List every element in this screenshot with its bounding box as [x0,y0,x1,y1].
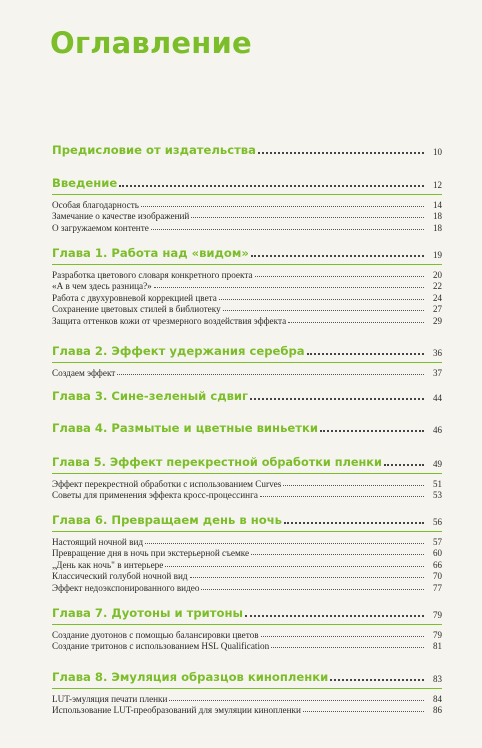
entry-title: Создаем эффект [52,367,116,378]
entry-page-number: 86 [433,705,442,715]
dot-leader [223,309,424,311]
entry-title: Настоящий ночной вид [52,536,144,547]
dot-leader [250,397,424,400]
entry-title: Работа с двухуровневой коррекцией цвета [52,292,217,303]
section-divider [52,362,442,363]
entry-title: Эффект недоэкспонированного видео [52,582,200,593]
chapter-page-number: 79 [433,610,442,620]
chapter-page-number: 44 [433,393,442,403]
dot-leader [255,275,424,277]
toc-entry[interactable] [52,628,442,640]
toc-entry[interactable] [52,280,442,292]
toc-entry[interactable] [52,692,442,704]
chapter-title: Глава 8. Эмуляция образцов кинопленки [52,670,329,684]
toc-section-chapter-1 [52,242,442,326]
chapter-title: Глава 6. Превращаем день в ночь [52,513,282,527]
toc-entry[interactable] [52,547,442,559]
entry-page-number: 27 [433,304,442,314]
toc-section-chapter-8 [52,666,442,715]
entry-title: Сохранение цветовых стилей в библиотеку [52,304,221,314]
dot-leader [191,216,424,218]
page-title: Оглавление [50,26,252,60]
dot-leader [271,646,424,648]
entry-page-number: 60 [433,548,442,558]
entry-page-number: 18 [433,222,442,233]
toc-entry[interactable] [52,640,442,652]
dot-leader [261,635,424,637]
chapter-heading[interactable] [52,451,442,469]
dot-leader [260,495,424,497]
dot-leader [151,228,424,230]
entry-title: LUT-эмуляция печати пленки [52,693,168,704]
entry-title: «А в чем здесь разница?» [52,281,152,291]
toc-entry[interactable] [52,366,442,378]
dot-leader [251,254,424,257]
chapter-title: Глава 2. Эффект удержания серебра [52,344,305,358]
entry-title: Превращение дня в ночь при экстерьерной съемке [52,548,250,558]
toc-section-chapter-6 [52,509,442,593]
chapter-title: Глава 4. Размытые и цветные виньетки [52,421,318,435]
chapter-heading[interactable] [52,385,442,403]
dot-leader [219,298,424,300]
chapter-heading[interactable] [52,602,442,620]
entry-page-number: 51 [433,478,442,489]
toc-entry[interactable] [52,198,442,210]
section-divider [52,531,442,532]
toc-entry[interactable] [52,581,442,593]
dot-leader [384,463,424,466]
section-divider [52,688,442,689]
chapter-page-number: 56 [433,517,442,527]
entry-title: Использование LUT-преобразований для эмуляции кинопленки [52,705,301,715]
chapter-page-number: 10 [433,147,442,157]
chapter-heading[interactable] [52,509,442,527]
dot-leader [251,553,424,555]
entry-title: Классический голубой ночной вид [52,571,188,581]
chapter-title: Глава 5. Эффект перекрестной обработки пленки [52,456,382,469]
dot-leader [190,576,424,578]
chapter-page-number: 36 [433,348,442,358]
toc-section-introduction [52,172,442,233]
toc-entry[interactable] [52,570,442,582]
entry-page-number: 22 [433,281,442,291]
dot-leader [117,373,424,375]
entry-page-number: 37 [433,367,442,378]
dot-leader [201,588,424,590]
entry-page-number: 18 [433,211,442,221]
entry-page-number: 81 [433,641,442,651]
entry-page-number: 53 [433,490,442,500]
section-divider [52,194,442,195]
toc-entry[interactable] [52,558,442,570]
chapter-title: Глава 3. Сине-зеленый сдвиг [52,389,249,403]
chapter-title: Глава 1. Работа над «видом» [52,246,249,260]
chapter-page-number: 46 [433,425,442,435]
dot-leader [245,614,424,617]
chapter-title: Предисловие от издательства [52,143,256,157]
dot-leader [145,542,424,544]
toc-entry[interactable] [52,314,442,326]
chapter-heading[interactable] [52,139,442,157]
toc-entry[interactable] [52,210,442,222]
entry-title: Разработка цветового словаря конкретного проекта [52,269,253,280]
toc-entry[interactable] [52,268,442,280]
dot-leader [307,352,424,355]
toc-entry[interactable] [52,477,442,489]
section-divider [52,624,442,625]
section-divider [52,473,442,474]
chapter-heading[interactable] [52,417,442,435]
entry-page-number: 84 [433,693,442,704]
chapter-page-number: 12 [433,180,442,190]
toc-section-chapter-3 [52,385,442,407]
chapter-page-number: 19 [433,250,442,260]
entry-title: Создание дуотонов с помощью балансировки цветов [52,629,259,640]
dot-leader [165,565,424,567]
entry-title: О загружаемом контенте [52,222,149,233]
dot-leader [258,151,424,154]
chapter-page-number: 83 [433,674,442,684]
entry-title: „День как ночь" в интерьере [52,559,164,570]
chapter-title: Глава 7. Дуотоны и тритоны [52,606,243,620]
entry-title: Защита оттенков кожи от чрезмерного воздействия эффекта [52,315,287,326]
toc-entry[interactable] [52,221,442,233]
toc-section-chapter-7 [52,602,442,651]
entry-title: Замечание о качестве изображений [52,211,190,221]
entry-page-number: 66 [433,559,442,570]
dot-leader [141,205,424,207]
entry-title: Советы для применения эффекта кросс-процессинга [52,490,258,500]
entry-page-number: 20 [433,269,442,280]
dot-leader [154,286,424,288]
entry-page-number: 57 [433,536,442,547]
entry-page-number: 70 [433,571,442,581]
entry-title: Эффект перекрестной обработки с использованием Curves [52,478,282,489]
toc-entry[interactable] [52,291,442,303]
entry-title: Создание тритонов с использованием HSL Qualification [52,641,270,651]
chapter-heading[interactable] [52,666,442,684]
dot-leader [283,484,424,486]
dot-leader [320,429,424,432]
toc-section-chapter-2 [52,340,442,378]
chapter-heading[interactable] [52,242,442,260]
chapter-heading[interactable] [52,340,442,358]
entry-page-number: 29 [433,315,442,326]
toc-section-chapter-4 [52,417,442,439]
dot-leader [169,699,424,701]
toc-entry[interactable] [52,535,442,547]
toc-entry[interactable] [52,704,442,716]
entry-page-number: 24 [433,292,442,303]
dot-leader [288,321,424,323]
entry-page-number: 14 [433,199,442,210]
chapter-heading[interactable] [52,172,442,190]
toc-entry[interactable] [52,303,442,315]
toc-section-chapter-5 [52,451,442,500]
dot-leader [284,521,424,524]
dot-leader [119,184,424,187]
dot-leader [330,678,424,681]
chapter-page-number: 49 [433,459,442,469]
toc-entry[interactable] [52,489,442,501]
entry-title: Особая благодарность [52,199,139,210]
entry-page-number: 77 [433,582,442,593]
chapter-title: Введение [52,176,118,190]
toc-section-preface [52,139,442,161]
entry-page-number: 79 [433,629,442,640]
dot-leader [303,710,424,712]
section-divider [52,264,442,265]
